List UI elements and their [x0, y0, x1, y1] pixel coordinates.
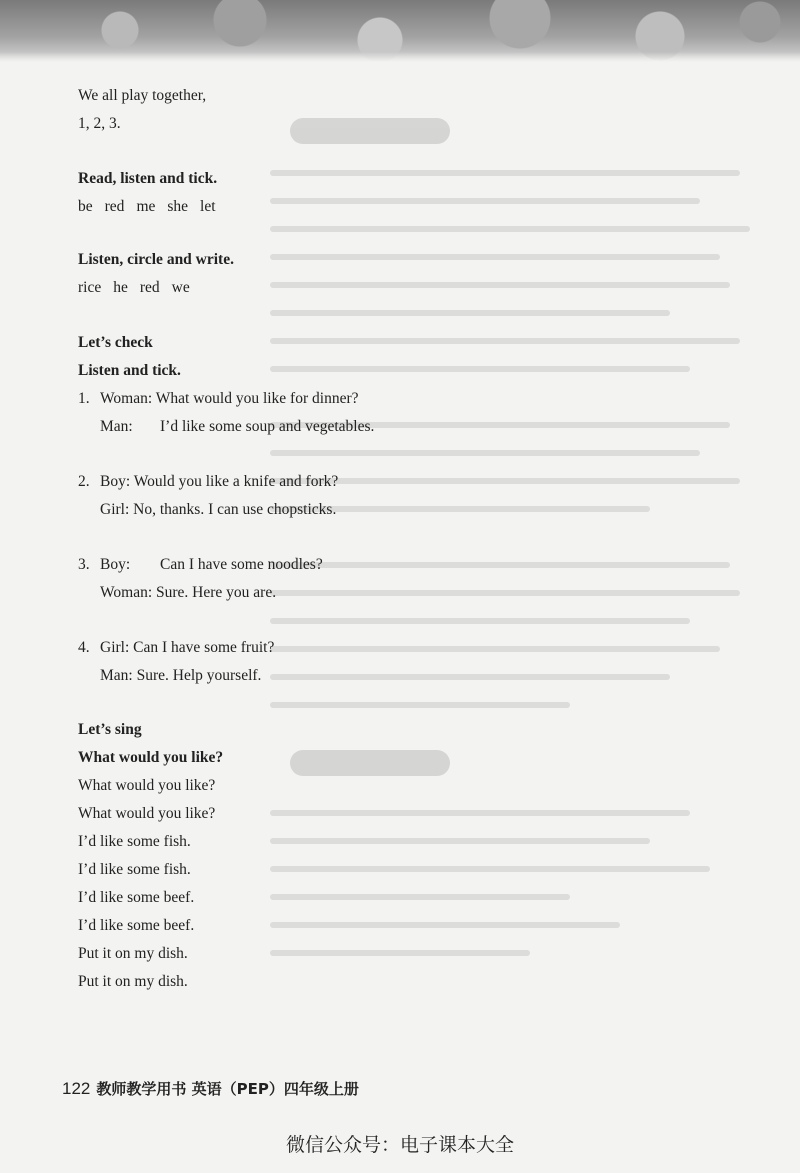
word: rice — [78, 279, 102, 296]
lyric-line: What would you like? — [78, 777, 216, 794]
lyric-line: I’d like some beef. — [78, 889, 195, 906]
speaker: Girl: — [100, 501, 130, 518]
dialog-line — [78, 385, 718, 413]
word-list-read-listen-tick — [78, 193, 718, 221]
dialog-text: What would you like for dinner? — [155, 390, 359, 407]
section-heading-lets-check: Let’s check — [78, 334, 153, 351]
section-heading-lets-sing: Let’s sing — [78, 721, 142, 738]
dialog-number: 4. — [78, 639, 90, 656]
word: we — [171, 279, 190, 296]
lyric-line: What would you like? — [78, 805, 216, 822]
lyric-line: Put it on my dish. — [78, 973, 188, 990]
word: she — [167, 198, 189, 215]
word: be — [78, 198, 93, 215]
section-heading-listen-circle-write: Listen, circle and write. — [78, 251, 234, 268]
dialog-line — [78, 496, 718, 524]
speaker: Girl: — [100, 639, 130, 656]
page-content — [78, 82, 718, 996]
song-title: What would you like? — [78, 749, 224, 766]
dialog-text: Would you like a knife and fork? — [133, 473, 339, 490]
speaker: Man: — [100, 667, 133, 684]
watermark-text: 微信公众号：电子课本大全 — [285, 1134, 514, 1156]
word: let — [200, 198, 216, 215]
lyric-line: I’d like some fish. — [78, 833, 191, 850]
dialog-text: Sure. Help yourself. — [136, 667, 262, 684]
dialog-line — [78, 413, 718, 441]
word: red — [139, 279, 160, 296]
dialog-text: Sure. Here you are. — [156, 584, 277, 601]
page-footer — [62, 1078, 359, 1099]
dialog-line — [78, 551, 718, 579]
speaker: Man: — [100, 418, 133, 435]
lyric-line: Put it on my dish. — [78, 945, 188, 962]
intro-line: We all play together, — [78, 87, 207, 104]
subheading-listen-and-tick: Listen and tick. — [78, 362, 181, 379]
speaker: Woman: — [100, 390, 153, 407]
dialog-line — [78, 579, 718, 607]
lyric-line: I’d like some beef. — [78, 917, 195, 934]
word: me — [136, 198, 156, 215]
speaker: Boy: — [100, 556, 131, 573]
dialog-line — [78, 468, 718, 496]
decorative-floral-banner — [0, 0, 800, 62]
dialog-text: Can I have some noodles? — [160, 556, 323, 573]
dialog-number: 1. — [78, 390, 90, 407]
dialog-number: 3. — [78, 556, 90, 573]
dialog-text: No, thanks. I can use chopsticks. — [133, 501, 337, 518]
word: red — [104, 198, 125, 215]
dialog-line — [78, 662, 718, 690]
dialog-text: Can I have some fruit? — [133, 639, 275, 656]
speaker: Boy: — [100, 473, 131, 490]
speaker: Woman: — [100, 584, 153, 601]
book-title: 教师教学用书 英语（PEP）四年级上册 — [96, 1080, 359, 1098]
page-number: 122 — [62, 1079, 91, 1098]
word-list-listen-circle-write — [78, 274, 718, 302]
intro-line: 1, 2, 3. — [78, 115, 121, 132]
word: he — [113, 279, 128, 296]
dialog-text: I’d like some soup and vegetables. — [160, 418, 375, 435]
lyric-line: I’d like some fish. — [78, 861, 191, 878]
section-heading-read-listen-tick: Read, listen and tick. — [78, 170, 218, 187]
dialog-line — [78, 634, 718, 662]
dialog-number: 2. — [78, 473, 90, 490]
